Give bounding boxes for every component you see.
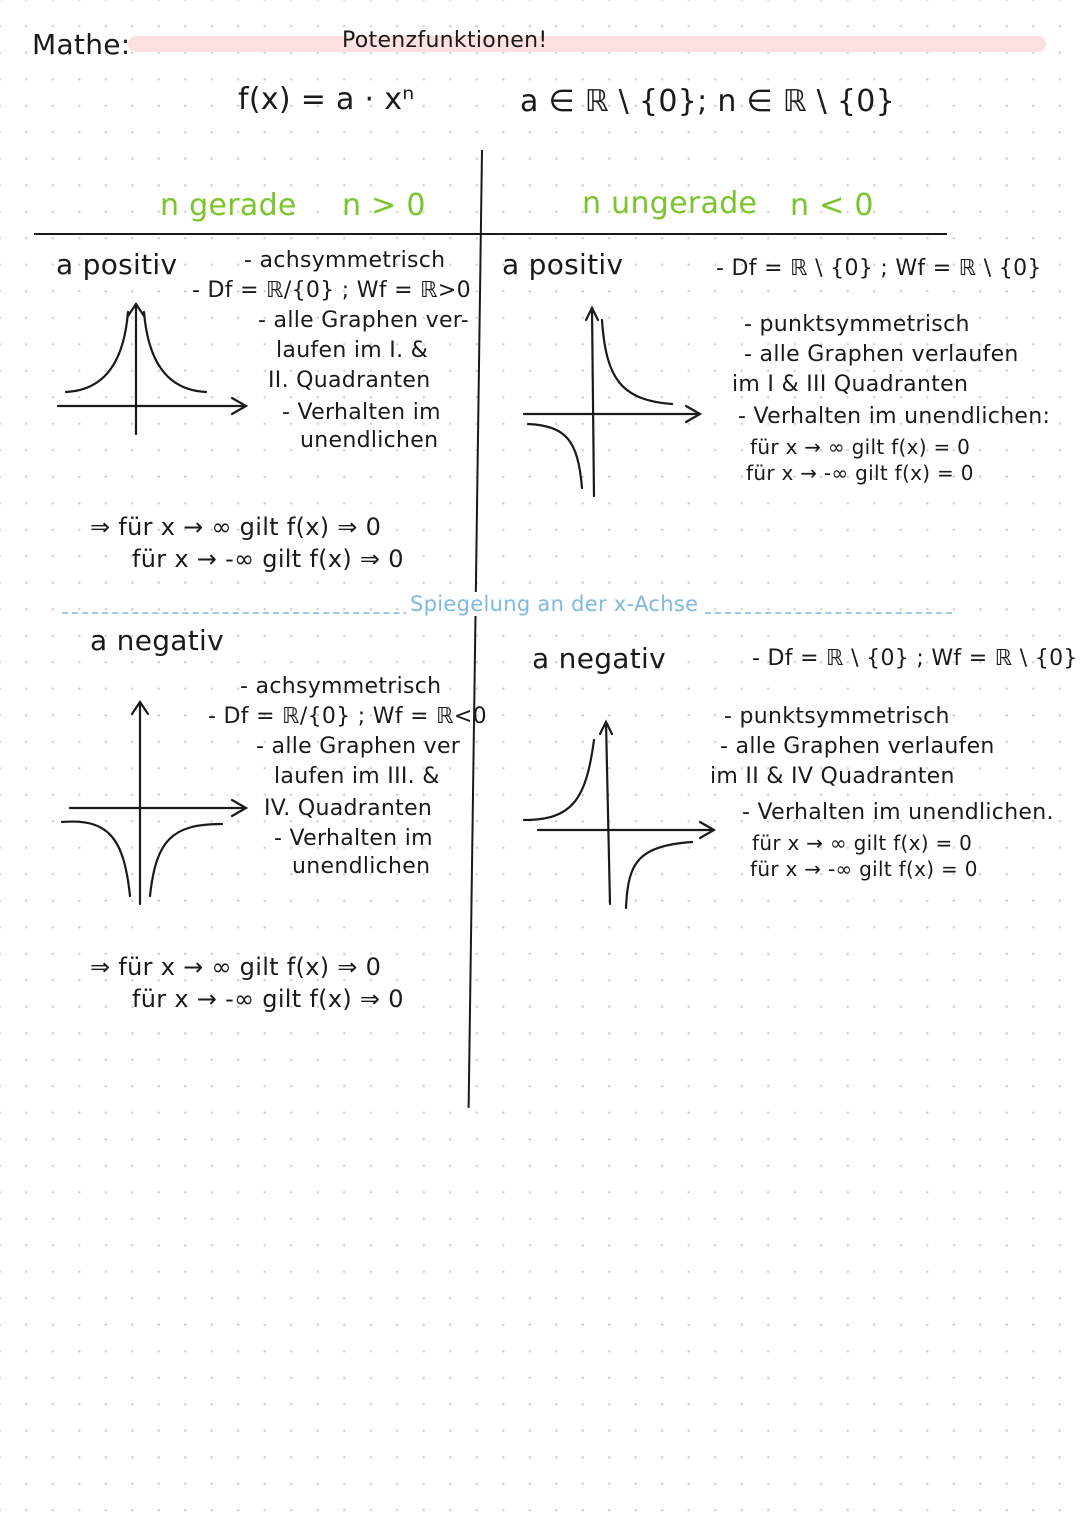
note-line: - Verhalten im [274, 826, 433, 851]
note-line: - Verhalten im unendlichen: [738, 404, 1051, 429]
note-line: - Df = ℝ/{0} ; Wf = ℝ>0 [192, 278, 471, 303]
note-line: für x → ∞ gilt f(x) = 0 [750, 435, 971, 459]
note-line: unendlichen [300, 428, 439, 453]
note-line: - alle Graphen ver [256, 734, 461, 759]
domain-line-top-right: - Df = ℝ \ {0} ; Wf = ℝ \ {0} [716, 256, 1042, 281]
heading-n-positive: n > 0 [342, 188, 426, 223]
heading-n-ungerade: n ungerade [582, 186, 758, 221]
label-a-positiv-right: a positiv [502, 248, 624, 281]
title-highlight [128, 36, 1046, 52]
note-line: für x → -∞ gilt f(x) = 0 [746, 461, 974, 485]
note-line: im I & III Quadranten [732, 372, 969, 397]
horizontal-divider [34, 233, 947, 235]
note-line: - punktsymmetrisch [724, 704, 950, 729]
label-a-negativ-left: a negativ [90, 624, 224, 657]
note-line: - punktsymmetrisch [744, 312, 970, 337]
note-line: - Df = ℝ/{0} ; Wf = ℝ<0 [208, 704, 487, 729]
note-line: für x → -∞ gilt f(x) = 0 [750, 857, 978, 881]
limit-line: für x → -∞ gilt f(x) ⇒ 0 [132, 985, 404, 1013]
note-line: laufen im I. & [276, 338, 429, 363]
note-line: - alle Graphen ver- [258, 308, 469, 333]
heading-n-gerade: n gerade [160, 188, 297, 223]
note-line: - Verhalten im [282, 400, 441, 425]
page-title: Potenzfunktionen! [342, 28, 548, 53]
note-line: IV. Quadranten [264, 796, 433, 821]
hyperbola-even-positive-icon [56, 300, 256, 440]
hyperbola-odd-negative-icon [522, 712, 722, 922]
note-line: II. Quadranten [268, 368, 431, 393]
subject-label: Mathe: [32, 28, 131, 61]
note-line: für x → ∞ gilt f(x) = 0 [752, 831, 973, 855]
note-line: - achsymmetrisch [240, 674, 442, 699]
general-formula: f(x) = a · xⁿ [238, 82, 415, 117]
heading-n-negative: n < 0 [790, 188, 874, 223]
limit-line: ⇒ für x → ∞ gilt f(x) ⇒ 0 [90, 953, 382, 981]
mirror-note: Spiegelung an der x-Achse [406, 592, 702, 616]
parameter-domain: a ∈ ℝ \ {0}; n ∈ ℝ \ {0} [520, 84, 896, 119]
note-line: unendlichen [292, 854, 431, 879]
domain-line-bottom-right: - Df = ℝ \ {0} ; Wf = ℝ \ {0} [752, 646, 1078, 671]
label-a-negativ-right: a negativ [532, 642, 666, 675]
note-line: - Verhalten im unendlichen. [742, 800, 1054, 825]
limit-line: für x → -∞ gilt f(x) ⇒ 0 [132, 545, 404, 573]
note-line: - alle Graphen verlaufen [744, 342, 1019, 367]
note-line: - achsymmetrisch [244, 248, 446, 273]
note-line: laufen im III. & [274, 764, 440, 789]
label-a-positiv-left: a positiv [56, 248, 178, 281]
hyperbola-even-negative-icon [60, 700, 260, 910]
note-line: - alle Graphen verlaufen [720, 734, 995, 759]
hyperbola-odd-positive-icon [522, 300, 712, 500]
limit-line: ⇒ für x → ∞ gilt f(x) ⇒ 0 [90, 513, 382, 541]
note-line: im II & IV Quadranten [710, 764, 955, 789]
